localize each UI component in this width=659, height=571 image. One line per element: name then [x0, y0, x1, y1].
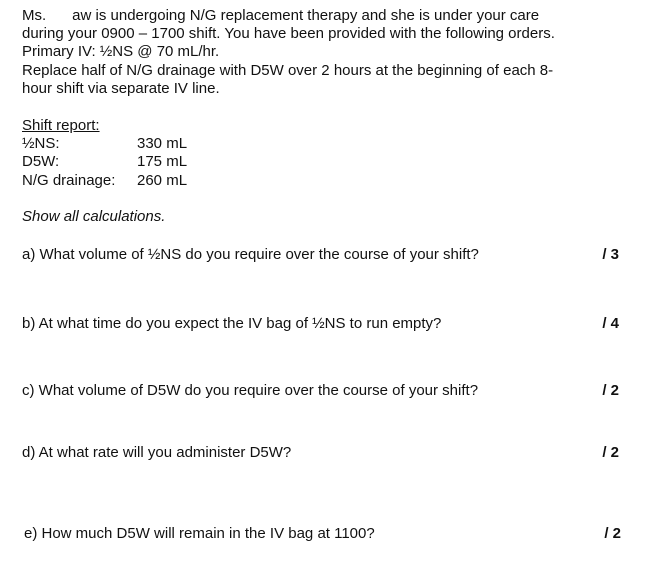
scenario-line-2: during your 0900 – 1700 shift. You have been provided with the following orders. [22, 25, 555, 42]
shift-report-value: 260 mL [137, 172, 188, 189]
shift-report-value: 330 mL [137, 135, 188, 152]
shift-report-row-d5w [22, 153, 187, 171]
scenario-line-4: Replace half of N/G drainage with D5W over 2 hours at the beginning of each 8- [22, 62, 554, 79]
scenario-line-3: Primary IV: ½NS @ 70 mL/hr. [22, 43, 220, 60]
shift-report-row-ns [22, 135, 187, 153]
question-b: b) At what time do you expect the IV bag of ½NS to run empty? [22, 315, 442, 332]
shift-report-label: D5W: [22, 153, 60, 170]
scenario-line-1-post: aw is undergoing N/G replacement therapy and she is under your care [72, 7, 540, 24]
question-e-marks: / 2 [604, 525, 621, 542]
shift-report-row-ng [22, 172, 187, 190]
instruction-text: Show all calculations. [22, 208, 166, 225]
question-d-marks: / 2 [602, 444, 619, 461]
shift-report-header: Shift report: [22, 117, 100, 134]
question-c-marks: / 2 [602, 382, 619, 399]
question-c: c) What volume of D5W do you require over the course of your shift? [22, 382, 479, 399]
question-a: a) What volume of ½NS do you require over the course of your shift? [22, 246, 479, 263]
question-a-marks: / 3 [602, 246, 619, 263]
question-d: d) At what rate will you administer D5W? [22, 444, 292, 461]
scenario-line-1-pre: Ms. [22, 7, 47, 24]
shift-report-label: ½NS: [22, 135, 60, 152]
question-e: e) How much D5W will remain in the IV bag at 1100? [24, 525, 375, 542]
shift-report-label: N/G drainage: [22, 172, 116, 189]
scenario-line-1 [22, 7, 539, 25]
shift-report-value: 175 mL [137, 153, 188, 170]
scenario-line-5: hour shift via separate IV line. [22, 80, 220, 97]
question-b-marks: / 4 [602, 315, 619, 332]
